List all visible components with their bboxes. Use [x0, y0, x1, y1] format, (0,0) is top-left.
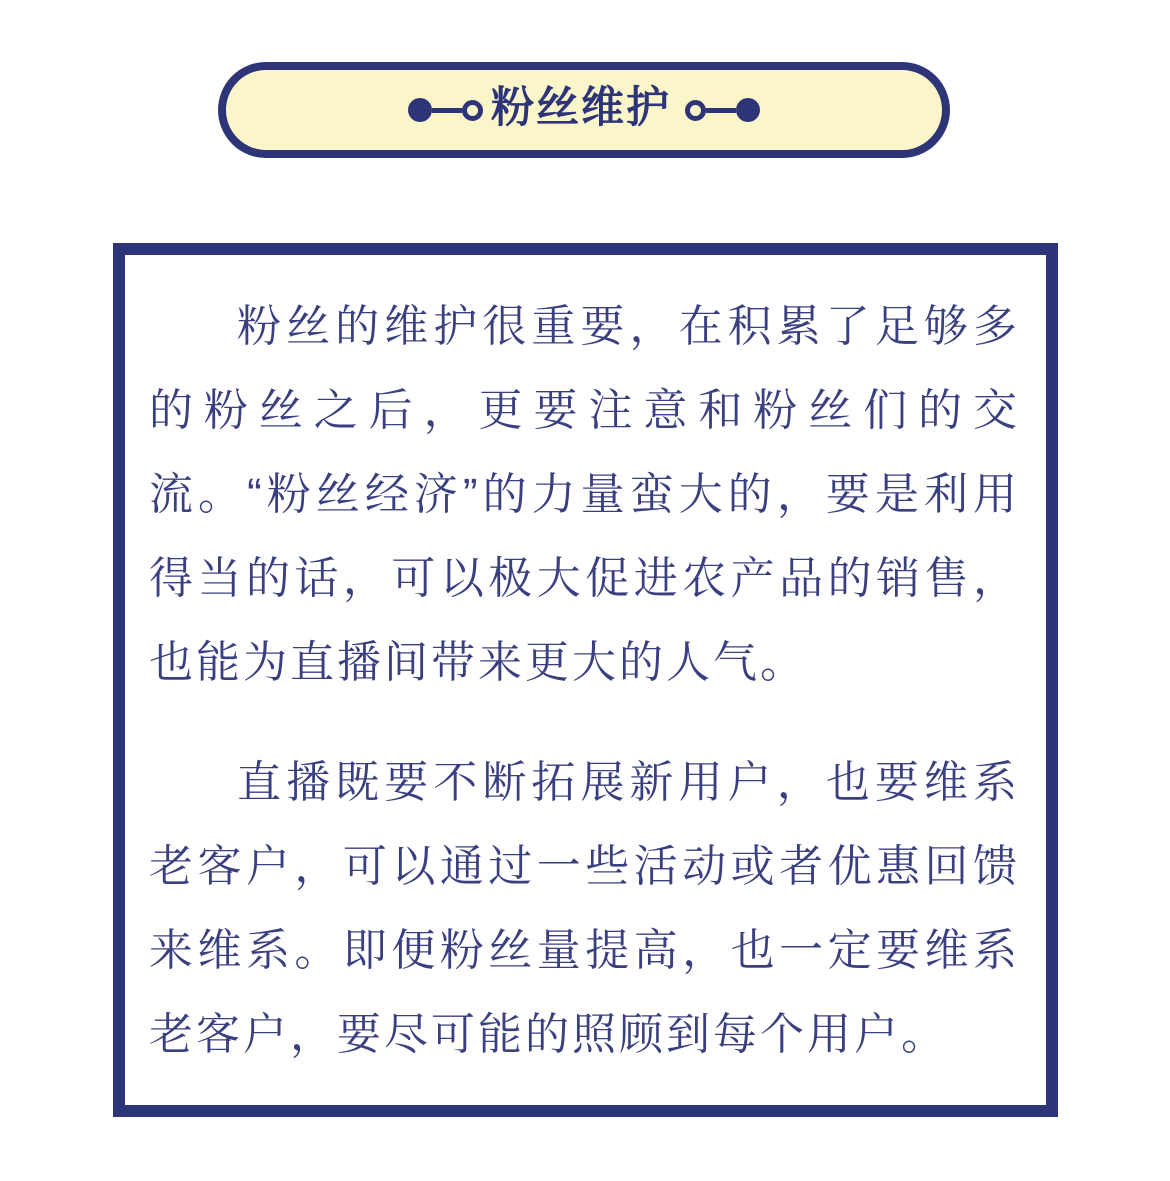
filled-dot-icon: [736, 98, 760, 122]
page-title: 粉丝维护: [491, 83, 671, 132]
content-box: [113, 243, 1058, 1117]
paragraph-1: 粉丝的维护很重要，在积累了足够多的粉丝之后，更要注意和粉丝们的交流。“粉丝经济”的力量蛮大的，要是利用得当的话，可以极大促进农产品的销售，也能为直播间带来更大的人气。: [149, 302, 1020, 687]
left-decoration: [408, 98, 483, 122]
connector-line: [432, 108, 462, 113]
right-decoration: [685, 98, 760, 122]
connector-line: [706, 108, 736, 113]
open-circle-icon: [685, 100, 706, 121]
paragraph-2: 直播既要不断拓展新用户，也要维系老客户，可以通过一些活动或者优惠回馈来维系。即便粉丝量提高，也一定要维系老客户，要尽可能的照顾到每个用户。: [149, 758, 1020, 1059]
title-badge: [218, 62, 950, 158]
filled-dot-icon: [408, 98, 432, 122]
open-circle-icon: [462, 100, 483, 121]
